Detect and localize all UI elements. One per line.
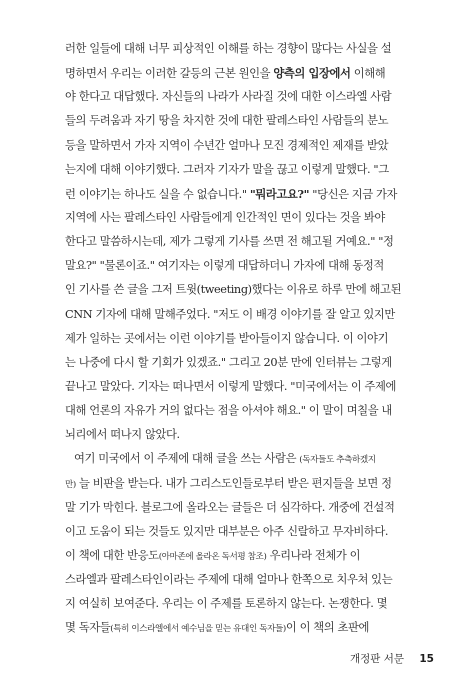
text-line bbox=[65, 447, 445, 471]
emphasis-both-sides: 양측의 입장에서 bbox=[273, 66, 351, 81]
text-line: 대해 언론의 자유가 거의 없다는 점을 아셔야 해요." 이 말이 며칠을 내 bbox=[65, 404, 392, 418]
text-run: 늘 비판을 받는다. 내가 그리스도인들로부터 받은 편지들을 보면 정 bbox=[75, 476, 392, 490]
text-line bbox=[65, 61, 445, 85]
text-line: 들의 두려움과 자기 땅을 차지한 것에 대한 팔레스타인 사람들의 분노 bbox=[65, 114, 389, 128]
text-line: 지역에 사는 팔레스타인 사람들에게 인간적인 면이 있다는 것을 봐야 bbox=[65, 210, 385, 224]
text-line: 는 나중에 다시 할 기회가 있겠죠." 그리고 20분 만에 인터뷰는 그렇게 bbox=[65, 355, 392, 369]
text-line: 한다고 말씀하시는데, 제가 그렇게 기사를 쓰면 전 해고될 거예요." "정 bbox=[65, 235, 394, 249]
text-line: CNN 기자에 대해 말해주었다. "저도 이 배경 이야기를 잘 알고 있지만 bbox=[65, 307, 395, 321]
text-line bbox=[65, 544, 445, 568]
text-run: 명하면서 우리는 이러한 갈등의 근본 원인을 bbox=[65, 67, 274, 81]
text-run: "당신은 지금 가자 bbox=[309, 187, 398, 201]
text-line: 제가 일하는 곳에서는 이런 이야기를 받아들이지 않습니다. 이 이야기 bbox=[65, 331, 389, 345]
text-line bbox=[65, 182, 445, 206]
text-line: 지 여실히 보여준다. 우리는 이 주제를 토론하지 않는다. 논쟁한다. 몇 bbox=[65, 597, 388, 611]
text-run: 이해해 bbox=[350, 67, 386, 81]
text-run: 이 이 책의 초판에 bbox=[285, 621, 370, 635]
text-line: 이고 도움이 되는 것들도 있지만 대부분은 아주 신랄하고 무자비하다. bbox=[65, 524, 389, 538]
text-line: 끝나고 말았다. 기자는 떠나면서 이렇게 말했다. "미국에서는 이 주제에 bbox=[65, 379, 397, 393]
running-section-title: 개정판 서문 bbox=[349, 653, 405, 665]
text-run: 몇 독자들 bbox=[65, 621, 111, 635]
text-run: 이 책에 대한 반응도 bbox=[65, 548, 159, 562]
aside-note: (독자들도 추측하겠지 bbox=[299, 455, 376, 466]
body-text bbox=[65, 37, 445, 641]
text-run: 우리나라 전체가 이 bbox=[266, 548, 361, 562]
text-line: 인 기사를 쓴 글을 그저 트윗(tweeting)했다는 이유로 하루 만에 해고된 bbox=[65, 283, 402, 297]
text-line: 는지에 대해 이야기했다. 그러자 기자가 말을 끊고 이렇게 말했다. "그 bbox=[65, 162, 389, 176]
text-line: 말 기가 막힌다. 블로그에 올라오는 글들은 더 심각하다. 개중에 건설적 bbox=[65, 500, 395, 514]
aside-note: (아마존에 올라온 독서평 참조) bbox=[158, 551, 267, 562]
text-line: 스라엘과 팔레스타인이라는 주제에 대해 얼마나 한쪽으로 치우쳐 있는 bbox=[65, 573, 393, 587]
page-number: 15 bbox=[419, 653, 434, 665]
text-run: 여기 미국에서 이 주제에 대해 글을 쓰는 사람은 bbox=[74, 452, 300, 466]
emphasis-what: "뭐라고요?" bbox=[249, 186, 310, 201]
aside-note: (특히 이스라엘에서 예수님을 믿는 유대인 독자들) bbox=[110, 624, 286, 635]
text-line: 뇌리에서 떠나지 않았다. bbox=[65, 428, 180, 442]
text-line: 러한 일들에 대해 너무 피상적인 이해를 하는 경향이 많다는 사실을 설 bbox=[65, 42, 392, 55]
page-footer bbox=[350, 651, 434, 666]
text-line bbox=[65, 472, 445, 496]
text-run: 런 이야기는 하나도 실을 수 없습니다." bbox=[65, 187, 250, 201]
aside-note: 만) bbox=[65, 479, 76, 490]
text-line bbox=[65, 616, 445, 640]
text-line: 말요?" "물론이죠." 여기자는 이렇게 대답하더니 가자에 대해 동정적 bbox=[65, 259, 384, 273]
text-line: 등을 말하면서 가자 지역이 수년간 얼마나 모진 경제적인 제재를 받았 bbox=[65, 138, 389, 152]
text-line: 야 한다고 대답했다. 자신들의 나라가 사라질 것에 대한 이스라엘 사람 bbox=[65, 90, 392, 104]
